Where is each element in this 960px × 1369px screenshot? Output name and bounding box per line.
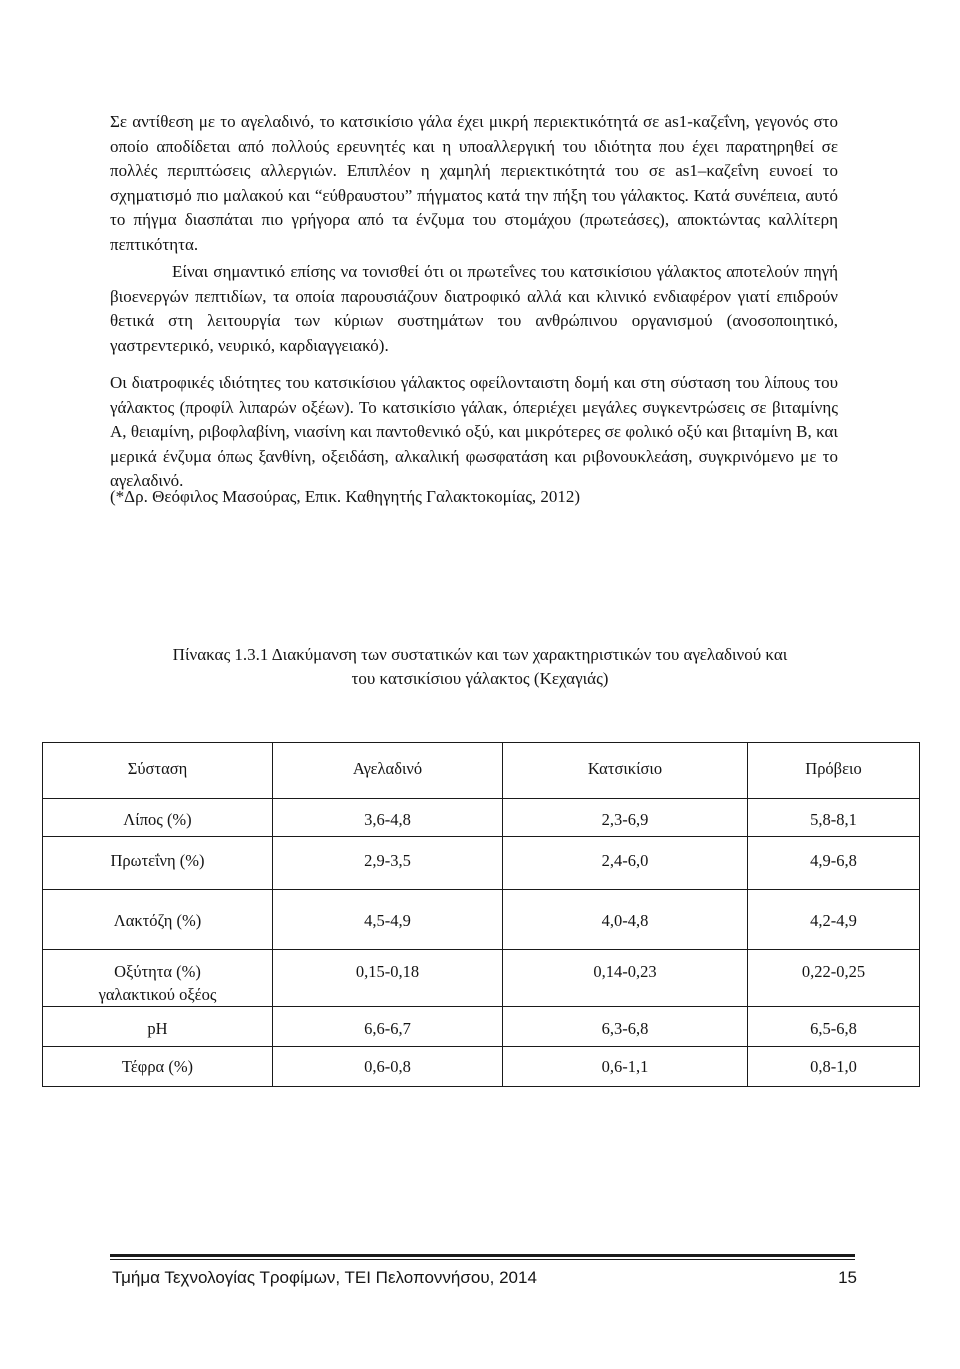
table-cell: Τέφρα (%): [43, 1047, 273, 1087]
table-row: [43, 1007, 920, 1047]
page-number: 15: [838, 1268, 857, 1287]
table-header-row: [43, 743, 920, 799]
footer-department: Τμήμα Τεχνολογίας Τροφίμων, ΤΕΙ Πελοποννήσου, 2014: [112, 1268, 537, 1287]
table-cell: Πρωτεΐνη (%): [43, 837, 273, 890]
table-cell: 0,6-1,1: [503, 1047, 748, 1087]
paragraph-3: Οι διατροφικές ιδιότητες του κατσικίσιου γάλακτος οφείλονταιστη δομή και στη σύσταση του λίπους του γάλακτος (προφίλ λιπαρών οξέων). Το κατσικίσιο γάλακ, όπεριέχει μεγάλες συγκεντρώσεις σε βιταμίνης Α, θειαμίνη, ριβοφλαβίνη, νιασίνη και παντοθενικό οξύ, και μικρότερες σε φολικό οξύ και βιταμίνη Β, και μερικά ένζυμα όπως ξανθίνη, οξειδάση, αλκαλική φωσφατάση και ριβονουκλεάση, συγκρινόμενο με το αγελαδινό.: [110, 373, 838, 490]
citation: (*Δρ. Θεόφιλος Μασούρας, Επικ. Καθηγητής Γαλακτοκομίας, 2012): [110, 487, 581, 506]
table-cell: 4,0-4,8: [503, 890, 748, 950]
acidity-label-line-2: γαλακτικού οξέος: [98, 985, 217, 1004]
table-row: [43, 1047, 920, 1087]
table-row: [43, 837, 920, 890]
table-row: [43, 799, 920, 837]
table-cell: 2,3-6,9: [503, 799, 748, 837]
table-row: [43, 890, 920, 950]
table-cell: 5,8-8,1: [748, 799, 920, 837]
table-cell: 4,9-6,8: [748, 837, 920, 890]
table-cell: 6,3-6,8: [503, 1007, 748, 1047]
composition-table: [42, 742, 920, 1087]
table-row: [43, 950, 920, 1007]
table-cell: 6,5-6,8: [748, 1007, 920, 1047]
table-cell: 0,8-1,0: [748, 1047, 920, 1087]
table-cell: 3,6-4,8: [273, 799, 503, 837]
table-cell: 2,9-3,5: [273, 837, 503, 890]
table-cell: 0,6-0,8: [273, 1047, 503, 1087]
table-cell: 0,15-0,18: [273, 950, 503, 1007]
table-cell: Λίπος (%): [43, 799, 273, 837]
paragraph-1: Σε αντίθεση με το αγελαδινό, το κατσικίσιο γάλα έχει μικρή περιεκτικότητά σε as1-καζεΐνη, γεγονός στο οποίο αποδίδεται από πολλούς ερευνητές και η υποαλλεργική του ιδιότητα που έχει παρατηρηθεί σε πολλές περιπτώσεις αλλεργιών. Επιπλέον η χαμηλή περιεκτικότητά του σε as1–καζεΐνη ευνοεί το σχηματισμό πιο μαλακού και “εύθραυστου” πήγματος κατά την πήξη του γάλακτος. Κατά συνέπεια, αυτό το πήγμα διασπάται πιο γρήγορα από τα ένζυμα του στομάχου (πρωτεάσες), αποκτώντας καλλίτερη πεπτικότητα.: [110, 112, 838, 254]
table-cell: 0,22-0,25: [748, 950, 920, 1007]
table-cell: Λακτόζη (%): [43, 890, 273, 950]
caption-line-1: Πίνακας 1.3.1 Διακύμανση των συστατικών και των χαρακτηριστικών του αγελαδινού και: [172, 645, 788, 664]
table-cell: pH: [43, 1007, 273, 1047]
table-cell: 4,5-4,9: [273, 890, 503, 950]
header-cell: Πρόβειο: [748, 743, 920, 799]
table-cell: [43, 950, 273, 1007]
table-cell: 6,6-6,7: [273, 1007, 503, 1047]
paragraph-2: Είναι σημαντικό επίσης να τονισθεί ότι οι πρωτεΐνες του κατσικίσιου γάλακτος αποτελούν πηγή βιοενεργών πεπτιδίων, τα οποία παρουσιάζουν διατροφικό αλλά και κλινικό ενδιαφέρον γιατί επιδρούν θετικά στη λειτουργία των κύριων συστημάτων του ανθρώπινου οργανισμού (ανοσοποιητικό, γαστρεντερικό, νευρικό, καρδιαγγειακό).: [110, 262, 838, 355]
header-cell: Κατσικίσιο: [503, 743, 748, 799]
acidity-label: Οξύτητα (%): [114, 962, 201, 981]
table-cell: 2,4-6,0: [503, 837, 748, 890]
table-cell: 4,2-4,9: [748, 890, 920, 950]
footer-divider-thin: [110, 1259, 855, 1260]
header-cell: Αγελαδινό: [273, 743, 503, 799]
table-cell: 0,14-0,23: [503, 950, 748, 1007]
caption-line-2: του κατσικίσιου γάλακτος (Κεχαγιάς): [351, 669, 609, 688]
header-cell: Σύσταση: [43, 743, 273, 799]
table-caption: [100, 643, 860, 691]
footer-divider: [110, 1254, 855, 1257]
